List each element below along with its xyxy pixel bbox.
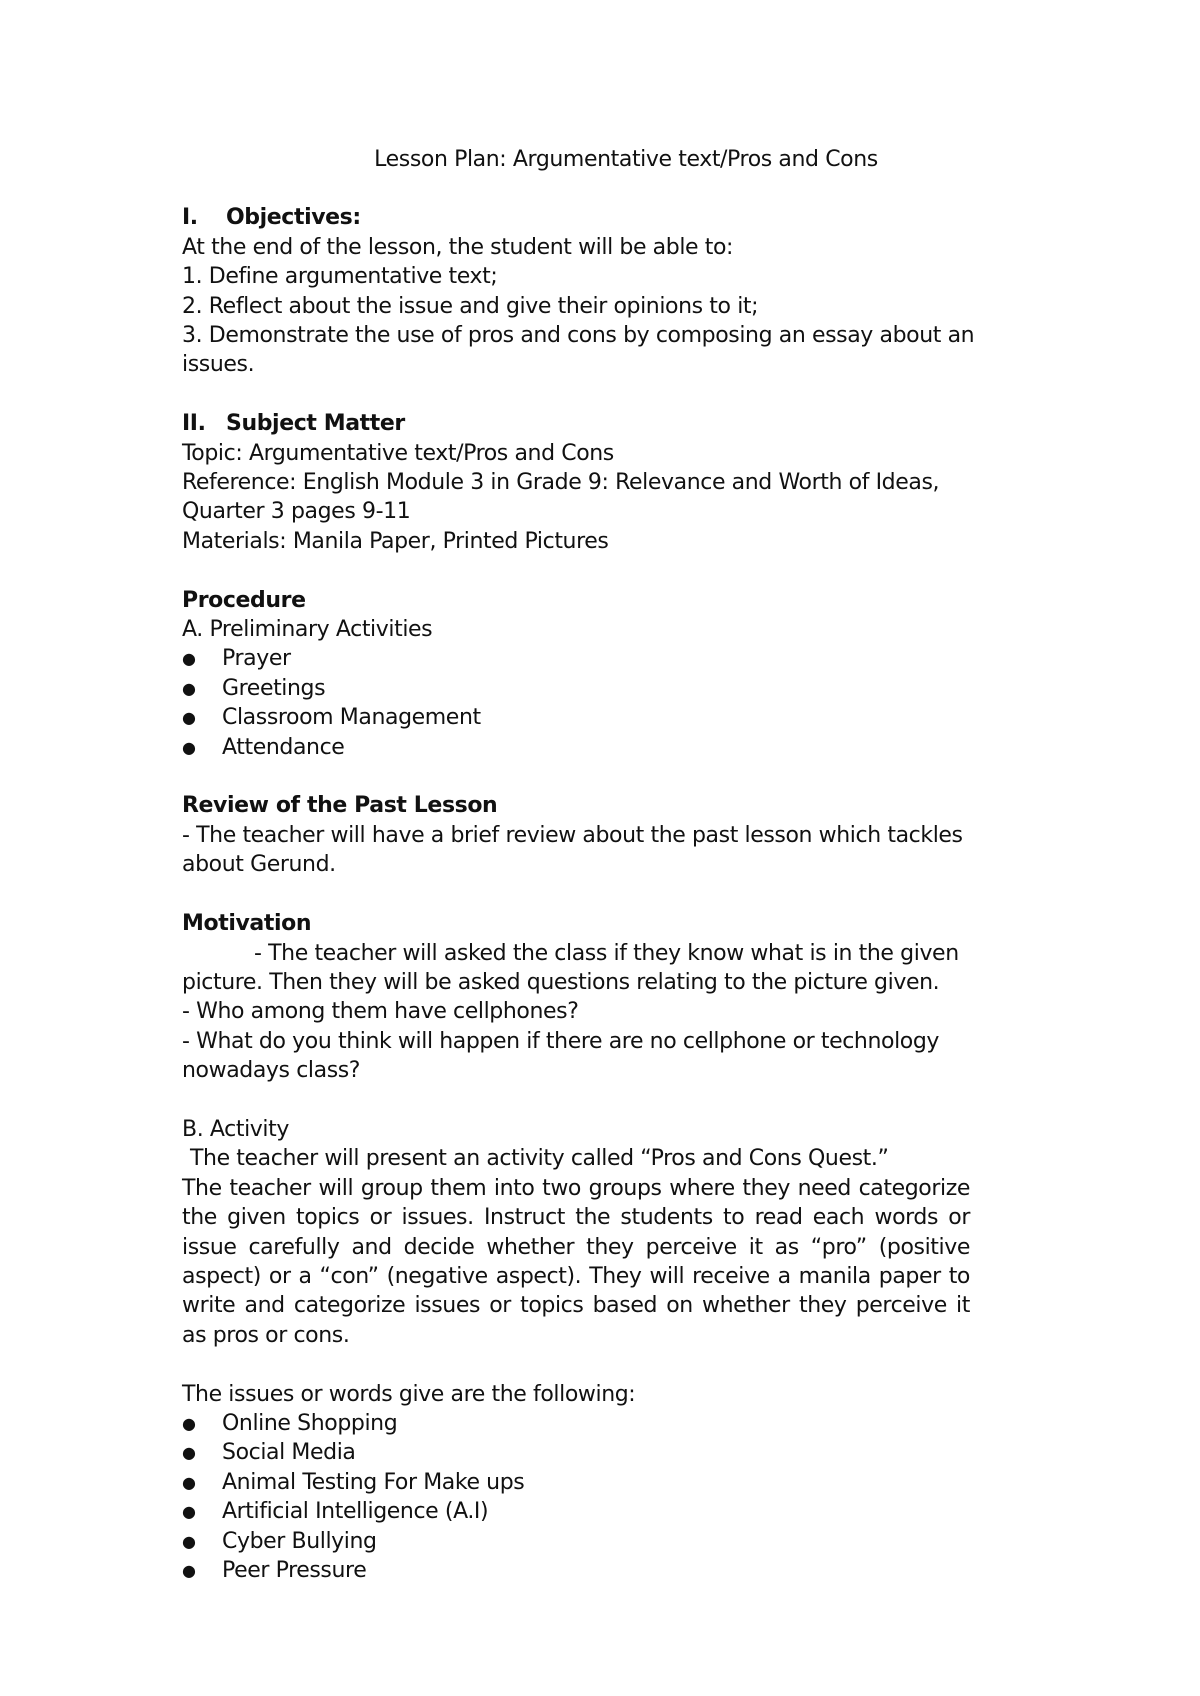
list-item-text: Online Shopping [222, 1410, 398, 1436]
activity-intro: The teacher will present an activity called “Pros and Cons Quest.” [190, 1146, 889, 1172]
subject-matter-line: Materials: Manila Paper, Printed Pictures [182, 528, 609, 554]
list-item [182, 733, 970, 762]
preliminary-activities-heading: A. Preliminary Activities [182, 617, 433, 643]
objective-item: issues. [182, 352, 255, 378]
list-item [182, 703, 970, 732]
issues-list-intro: The issues or words give are the following: [182, 1381, 636, 1407]
list-item [182, 1527, 970, 1556]
list-item [182, 1438, 970, 1467]
subject-matter-line: Quarter 3 pages 9-11 [182, 499, 411, 525]
list-item [182, 1409, 970, 1438]
objectives-number: I. [182, 205, 198, 231]
list-item-text: Artificial Intelligence (A.I) [222, 1499, 489, 1525]
list-item-text: Prayer [222, 646, 291, 672]
motivation-line: picture. Then they will be asked questions relating to the picture given. [182, 969, 940, 995]
list-item [182, 1497, 970, 1526]
objective-item: 2. Reflect about the issue and give their opinions to it; [182, 293, 759, 319]
subject-matter-line: Topic: Argumentative text/Pros and Cons [182, 440, 614, 466]
bullet-icon: ● [182, 1413, 196, 1433]
list-item [182, 644, 970, 673]
bullet-icon: ● [182, 1502, 196, 1522]
bullet-icon: ● [182, 1443, 196, 1463]
review-line: - The teacher will have a brief review about the past lesson which tackles [182, 822, 963, 848]
bullet-icon: ● [182, 737, 196, 757]
page-title: Lesson Plan: Argumentative text/Pros and Cons [374, 147, 878, 172]
motivation-heading: Motivation [182, 911, 312, 937]
list-item [182, 1556, 970, 1585]
subject-matter-number: II. [182, 411, 206, 437]
motivation-line: - What do you think will happen if there are no cellphone or technology [182, 1028, 940, 1054]
list-item-text: Peer Pressure [222, 1558, 367, 1583]
bullet-icon: ● [182, 649, 196, 669]
objective-item: 3. Demonstrate the use of pros and cons by composing an essay about an [182, 323, 975, 349]
review-line: about Gerund. [182, 852, 336, 878]
list-item [182, 674, 970, 703]
objectives-intro: At the end of the lesson, the student will be able to: [182, 234, 734, 260]
subject-matter-heading [182, 409, 970, 438]
list-item-text: Social Media [222, 1440, 356, 1466]
list-item-text: Attendance [222, 734, 345, 760]
list-item-text: Greetings [222, 675, 326, 701]
objective-item: 1. Define argumentative text; [182, 264, 498, 290]
list-item [182, 1468, 970, 1497]
bullet-icon: ● [182, 678, 196, 698]
list-item-text: Cyber Bullying [222, 1528, 377, 1554]
review-heading: Review of the Past Lesson [182, 793, 498, 819]
bullet-icon: ● [182, 708, 196, 728]
activity-paragraph: The teacher will group them into two groups where they need categorize the given topics or issues. Instruct the students to read each words or issue carefully and decide whether they perceive it as “pro” (positive aspect) or a “con” (negative aspect). They will receive a manila paper to write and categorize issues or topics based on whether they perceive it as pros or cons. [182, 1175, 970, 1348]
list-item-text: Classroom Management [222, 705, 481, 731]
objectives-heading [182, 203, 970, 232]
motivation-line: - Who among them have cellphones? [182, 999, 579, 1025]
list-item-text: Animal Testing For Make ups [222, 1469, 525, 1495]
motivation-first-line: - The teacher will asked the class if they know what is in the given [254, 940, 959, 966]
subject-matter-line: Reference: English Module 3 in Grade 9: Relevance and Worth of Ideas, [182, 470, 940, 496]
bullet-icon: ● [182, 1531, 196, 1551]
subject-matter-title: Subject Matter [226, 411, 405, 437]
objectives-title: Objectives: [226, 205, 361, 231]
document-body [182, 145, 975, 1585]
activity-heading: B. Activity [182, 1116, 289, 1142]
bullet-icon: ● [182, 1561, 196, 1580]
procedure-heading: Procedure [182, 587, 306, 613]
bullet-icon: ● [182, 1472, 196, 1492]
motivation-line: nowadays class? [182, 1058, 361, 1084]
